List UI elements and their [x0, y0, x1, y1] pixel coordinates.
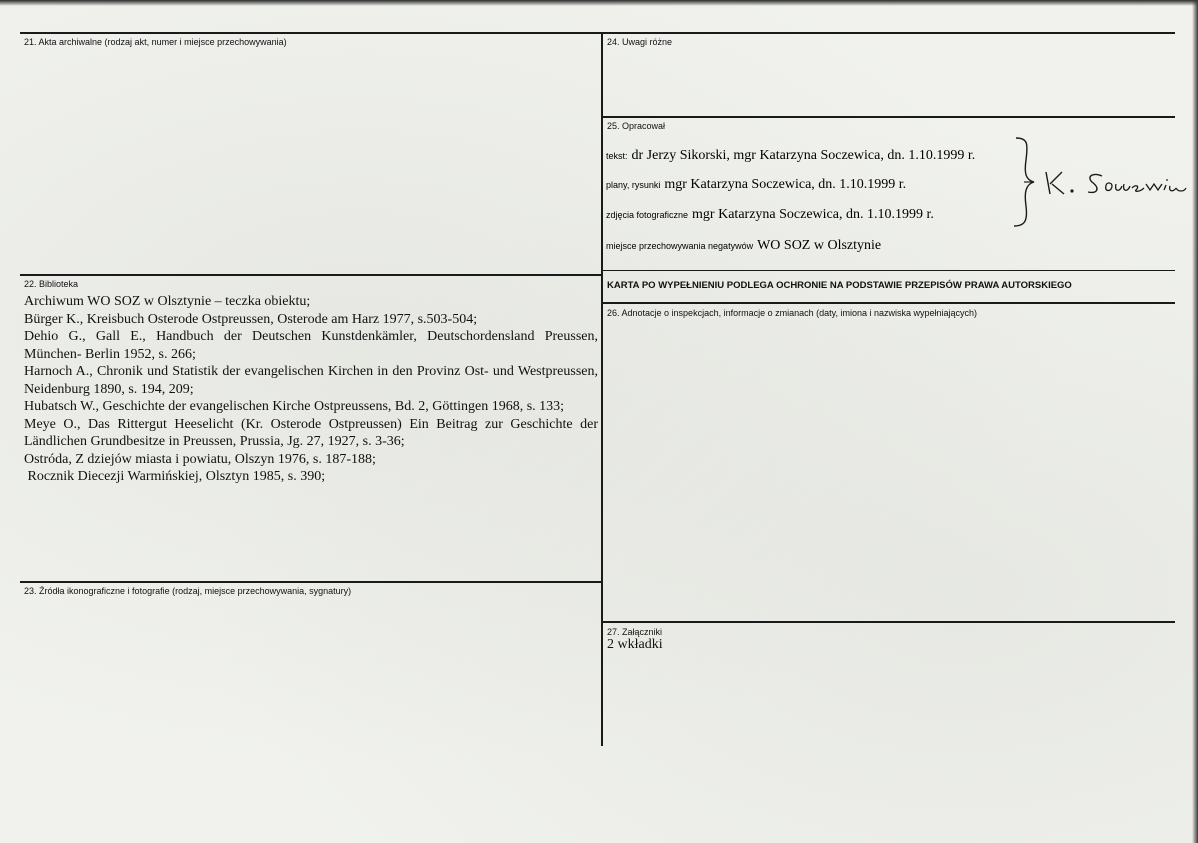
center-divider-line	[601, 33, 603, 746]
scan-edge-top	[0, 0, 1198, 6]
section-26-label: 26. Adnotacje o inspekcjach, informacje o zmianach (daty, imiona i nazwiska wypełniających)	[607, 308, 978, 318]
author-text-value: dr Jerzy Sikorski, mgr Katarzyna Soczewica, dn. 1.10.1999 r.	[631, 148, 976, 163]
negatives-location-value: WO SOZ w Olsztynie	[757, 238, 882, 253]
scan-edge-right	[1192, 0, 1198, 843]
divider-26-27	[602, 621, 1175, 623]
author-photos-row	[606, 205, 934, 223]
copyright-notice: KARTA PO WYPEŁNIENIU PODLEGA OCHRONIE NA PODSTAWIE PRZEPISÓW PRAWA AUTORSKIEGO	[607, 280, 1072, 291]
bibliography-entry: Harnoch A., Chronik und Statistik der evangelischen Kirchen in den Provinz Ost- und Westpreussen, Neidenburg 1890, s. 194, 209;	[24, 364, 598, 397]
bibliography-entry: Hubatsch W., Geschichte der evangelischen Kirche Ostpreussens, Bd. 2, Göttingen 1968, s. 133;	[24, 399, 565, 414]
bibliography-entry: Dehio G., Gall E., Handbuch der Deutschen Kunstdenkämler, Deutschordensland Preussen, München- Berlin 1952, s. 266;	[24, 329, 598, 362]
section-27-label: 27. Załączniki	[607, 627, 663, 637]
bibliography-entry: Ostróda, Z dziejów miasta i powiatu, Olszyn 1976, s. 187-188;	[24, 451, 376, 467]
author-plans-label: plany, rysunki	[606, 180, 661, 190]
section-22-label: 22. Biblioteka	[24, 279, 79, 289]
author-plans-value: mgr Katarzyna Soczewica, dn. 1.10.1999 r.	[664, 177, 907, 192]
divider-notice-bottom	[602, 302, 1175, 304]
negatives-location-row	[606, 236, 881, 254]
author-photos-label: zdjęcia fotograficzne	[606, 210, 689, 220]
section-24-label: 24. Uwagi różne	[607, 37, 673, 47]
author-text-label: tekst:	[606, 151, 628, 161]
negatives-location-label: miejsce przechowywania negatywów	[606, 241, 754, 251]
bibliography-entry: Meye O., Das Rittergut Heeselicht (Kr. Osterode Ostpreussen) Ein Beitrag zur Geschichte der Ländlichen Grundbesitze in Preussen, Prussia, Jg. 27, 1927, s. 3-36;	[24, 416, 598, 449]
section-25-label: 25. Opracował	[607, 121, 666, 131]
author-photos-value: mgr Katarzyna Soczewica, dn. 1.10.1999 r.	[692, 207, 934, 222]
bibliography-entry: Archiwum WO SOZ w Olsztynie – teczka obiektu;	[24, 294, 311, 309]
section-23-label: 23. Źródła ikonograficzne i fotografie (rodzaj, miejsce przechowywania, sygnatury)	[24, 586, 352, 596]
bibliography-entry: Bürger K., Kreisbuch Osterode Ostpreussen, Osterode am Harz 1977, s.503-504;	[24, 311, 478, 327]
author-plans-row	[606, 175, 906, 193]
divider-22-23	[20, 581, 602, 583]
section-21-label: 21. Akta archiwalne (rodzaj akt, numer i miejsce przechowywania)	[24, 37, 287, 47]
attachments-value: 2 wkładki	[607, 637, 663, 652]
author-text-row	[606, 146, 975, 164]
bibliography-entry: Rocznik Diecezji Warmińskiej, Olsztyn 1985, s. 390;	[24, 469, 326, 484]
divider-24-25	[602, 116, 1175, 118]
handwritten-signature	[1010, 134, 1190, 234]
bibliography-list	[24, 293, 598, 486]
divider-21-22	[20, 274, 602, 276]
top-border-line	[20, 32, 1175, 34]
divider-notice-top	[602, 270, 1175, 271]
